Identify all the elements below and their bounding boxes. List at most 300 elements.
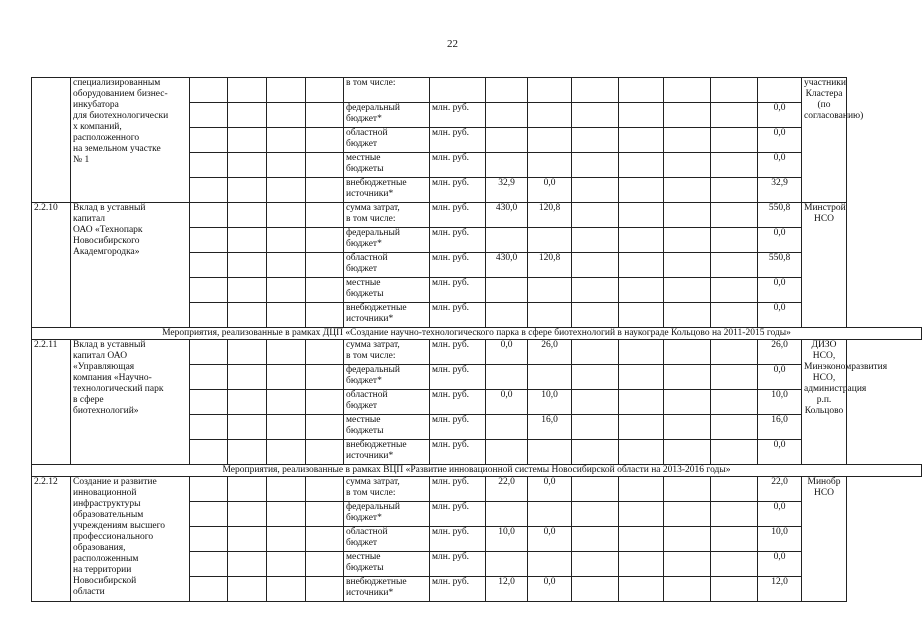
value-year-1 — [486, 153, 528, 178]
executor-text: Минстрой НСО — [804, 203, 846, 224]
empty-cell — [711, 577, 758, 602]
empty-cell — [306, 103, 344, 128]
value-year-1-text: 430,0 — [495, 253, 518, 263]
funding-source-text: федеральный бюджет* — [346, 365, 400, 386]
funding-source — [344, 153, 430, 178]
value-year-2 — [528, 153, 572, 178]
empty-cell — [572, 527, 619, 552]
value-total-text: 0,0 — [773, 228, 786, 238]
unit-cell — [430, 477, 486, 502]
empty-cell — [190, 477, 228, 502]
empty-cell — [228, 278, 267, 303]
value-year-1 — [486, 228, 528, 253]
empty-cell — [306, 178, 344, 203]
unit-cell — [430, 103, 486, 128]
table-row — [32, 78, 922, 103]
empty-cell — [228, 552, 267, 577]
empty-cell — [572, 502, 619, 527]
funding-source-text: федеральный бюджет* — [346, 103, 400, 124]
funding-source-text: местные бюджеты — [346, 552, 384, 573]
value-year-1 — [486, 103, 528, 128]
funding-source — [344, 103, 430, 128]
funding-source — [344, 440, 430, 465]
empty-cell — [664, 340, 711, 365]
empty-cell — [267, 577, 306, 602]
value-year-1 — [486, 303, 528, 328]
value-year-2 — [528, 278, 572, 303]
empty-cell — [572, 103, 619, 128]
funding-source — [344, 278, 430, 303]
funding-source — [344, 527, 430, 552]
value-total — [758, 477, 802, 502]
empty-cell — [190, 153, 228, 178]
empty-cell — [711, 340, 758, 365]
empty-cell — [711, 390, 758, 415]
value-total-text: 10,0 — [771, 527, 788, 537]
value-year-2-text: 0,0 — [543, 477, 556, 487]
empty-cell — [572, 278, 619, 303]
empty-cell — [228, 390, 267, 415]
empty-cell — [664, 178, 711, 203]
empty-cell — [306, 340, 344, 365]
empty-cell — [711, 303, 758, 328]
empty-cell — [619, 253, 664, 278]
value-total — [758, 253, 802, 278]
value-year-2 — [528, 502, 572, 527]
empty-cell — [306, 153, 344, 178]
page-number: 22 — [447, 38, 458, 50]
empty-cell — [190, 253, 228, 278]
empty-cell — [572, 228, 619, 253]
value-total-text: 32,9 — [771, 178, 788, 188]
item-title-text: специализированным оборудованием бизнес- инкубатора для биотехнологически х компаний, расположенного на земельном участке № 1 — [73, 78, 169, 165]
unit-cell — [430, 552, 486, 577]
value-year-1 — [486, 502, 528, 527]
empty-cell — [306, 577, 344, 602]
empty-cell — [619, 527, 664, 552]
value-year-1 — [486, 390, 528, 415]
value-total — [758, 552, 802, 577]
value-year-1-text: 22,0 — [498, 477, 515, 487]
empty-cell — [228, 365, 267, 390]
value-total — [758, 577, 802, 602]
value-year-1 — [486, 477, 528, 502]
empty-cell — [664, 203, 711, 228]
value-total-text: 26,0 — [771, 340, 788, 350]
empty-cell — [306, 128, 344, 153]
empty-cell — [267, 278, 306, 303]
empty-cell — [664, 527, 711, 552]
item-code — [32, 203, 71, 328]
funding-source-text: сумма затрат, в том числе: — [346, 340, 400, 361]
executor — [802, 477, 847, 602]
empty-cell — [228, 103, 267, 128]
empty-cell — [619, 178, 664, 203]
empty-cell — [228, 340, 267, 365]
empty-cell — [619, 440, 664, 465]
empty-cell — [228, 415, 267, 440]
funding-source — [344, 178, 430, 203]
unit-cell-text: млн. руб. — [432, 203, 470, 213]
table-row — [32, 477, 922, 502]
empty-cell — [228, 178, 267, 203]
value-total — [758, 440, 802, 465]
value-total-text: 22,0 — [771, 477, 788, 487]
unit-cell-text: млн. руб. — [432, 340, 470, 350]
funding-source — [344, 365, 430, 390]
unit-cell-text: млн. руб. — [432, 253, 470, 263]
empty-cell — [664, 365, 711, 390]
funding-source-text: областной бюджет — [346, 253, 388, 274]
empty-cell — [711, 103, 758, 128]
empty-cell — [228, 128, 267, 153]
empty-cell — [619, 303, 664, 328]
funding-source-text: областной бюджет — [346, 527, 388, 548]
item-title — [71, 340, 190, 465]
unit-cell — [430, 253, 486, 278]
empty-cell — [267, 477, 306, 502]
section-heading — [32, 328, 922, 340]
value-total-text: 550,8 — [768, 203, 791, 213]
unit-cell — [430, 365, 486, 390]
empty-cell — [306, 203, 344, 228]
empty-cell — [619, 477, 664, 502]
item-title-text: Вклад в уставный капитал ОАО «Управляющая компания «Научно- технологический парк в сфере биотехнологий» — [73, 340, 164, 416]
empty-cell — [711, 477, 758, 502]
value-year-1-text: 12,0 — [498, 577, 515, 587]
value-year-1 — [486, 203, 528, 228]
value-total — [758, 527, 802, 552]
funding-source — [344, 78, 430, 103]
empty-cell — [619, 278, 664, 303]
value-total-text: 12,0 — [771, 577, 788, 587]
unit-cell-text: млн. руб. — [432, 303, 470, 313]
empty-cell — [228, 253, 267, 278]
value-total — [758, 128, 802, 153]
value-year-1-text: 430,0 — [495, 203, 518, 213]
value-year-1-text: 0,0 — [500, 390, 513, 400]
value-total — [758, 278, 802, 303]
value-year-2-text: 120,8 — [538, 253, 561, 263]
funding-source-text: сумма затрат, в том числе: — [346, 203, 400, 224]
empty-cell — [711, 278, 758, 303]
empty-cell — [190, 552, 228, 577]
empty-cell — [267, 178, 306, 203]
value-year-2 — [528, 303, 572, 328]
item-code — [32, 477, 71, 602]
unit-cell-text: млн. руб. — [432, 440, 470, 450]
empty-cell — [306, 477, 344, 502]
unit-cell-text: млн. руб. — [432, 128, 470, 138]
value-year-2-text: 16,0 — [541, 415, 558, 425]
empty-cell — [619, 78, 664, 103]
value-year-2 — [528, 577, 572, 602]
empty-cell — [228, 477, 267, 502]
funding-source — [344, 390, 430, 415]
item-title-text: Вклад в уставный капитал ОАО «Технопарк Новосибирского Академгородка» — [73, 203, 146, 257]
empty-cell — [572, 253, 619, 278]
empty-cell — [228, 303, 267, 328]
empty-cell — [190, 128, 228, 153]
empty-cell — [306, 365, 344, 390]
value-year-1 — [486, 365, 528, 390]
empty-cell — [619, 153, 664, 178]
empty-cell — [190, 365, 228, 390]
funding-source-text: внебюджетные источники* — [346, 303, 407, 324]
empty-cell — [267, 390, 306, 415]
empty-cell — [306, 228, 344, 253]
value-year-1 — [486, 78, 528, 103]
empty-cell — [306, 502, 344, 527]
value-year-1 — [486, 527, 528, 552]
empty-cell — [711, 253, 758, 278]
value-total-text: 0,0 — [773, 552, 786, 562]
empty-cell — [190, 502, 228, 527]
empty-cell — [190, 203, 228, 228]
value-total-text: 0,0 — [773, 440, 786, 450]
funding-source-text: внебюджетные источники* — [346, 577, 407, 598]
empty-cell — [572, 340, 619, 365]
value-year-1 — [486, 178, 528, 203]
empty-cell — [711, 228, 758, 253]
empty-cell — [228, 527, 267, 552]
empty-cell — [664, 253, 711, 278]
empty-cell — [267, 228, 306, 253]
table-row — [32, 203, 922, 228]
value-year-1 — [486, 340, 528, 365]
funding-source-text: сумма затрат, в том числе: — [346, 477, 400, 498]
value-total-text: 0,0 — [773, 278, 786, 288]
empty-cell — [711, 128, 758, 153]
funding-source-text: областной бюджет — [346, 390, 388, 411]
empty-cell — [711, 365, 758, 390]
empty-cell — [664, 552, 711, 577]
unit-cell-text: млн. руб. — [432, 477, 470, 487]
empty-cell — [306, 527, 344, 552]
value-year-2-text: 0,0 — [543, 527, 556, 537]
section-heading — [32, 465, 922, 477]
value-total-text: 0,0 — [773, 303, 786, 313]
empty-cell — [267, 527, 306, 552]
empty-cell — [619, 128, 664, 153]
unit-cell-text: млн. руб. — [432, 390, 470, 400]
item-code-text: 2.2.12 — [34, 477, 58, 487]
item-title — [71, 477, 190, 602]
empty-cell — [572, 415, 619, 440]
empty-cell — [572, 552, 619, 577]
empty-cell — [267, 78, 306, 103]
funding-source — [344, 477, 430, 502]
unit-cell — [430, 502, 486, 527]
value-year-2 — [528, 253, 572, 278]
empty-cell — [190, 178, 228, 203]
funding-source — [344, 415, 430, 440]
funding-source-text: внебюджетные источники* — [346, 178, 407, 199]
empty-cell — [664, 390, 711, 415]
unit-cell-text: млн. руб. — [432, 577, 470, 587]
funding-source — [344, 203, 430, 228]
funding-source — [344, 253, 430, 278]
empty-cell — [664, 128, 711, 153]
value-year-1 — [486, 440, 528, 465]
executor — [802, 203, 847, 328]
empty-cell — [228, 228, 267, 253]
empty-cell — [619, 365, 664, 390]
empty-cell — [267, 153, 306, 178]
executor-text: участники Кластера (по согласованию) — [804, 78, 864, 121]
empty-cell — [711, 527, 758, 552]
value-total — [758, 178, 802, 203]
empty-cell — [711, 415, 758, 440]
empty-cell — [572, 153, 619, 178]
unit-cell — [430, 128, 486, 153]
value-year-2-text: 120,8 — [538, 203, 561, 213]
funding-source-text: федеральный бюджет* — [346, 228, 400, 249]
value-total — [758, 390, 802, 415]
empty-cell — [228, 203, 267, 228]
empty-cell — [228, 502, 267, 527]
unit-cell-text: млн. руб. — [432, 415, 470, 425]
value-year-2-text: 10,0 — [541, 390, 558, 400]
empty-cell — [306, 253, 344, 278]
section-row — [32, 465, 922, 477]
value-year-2 — [528, 477, 572, 502]
unit-cell — [430, 303, 486, 328]
value-total-text: 550,8 — [768, 253, 791, 263]
value-year-2 — [528, 103, 572, 128]
empty-cell — [267, 415, 306, 440]
empty-cell — [306, 303, 344, 328]
item-title — [71, 78, 190, 203]
value-year-2 — [528, 527, 572, 552]
empty-cell — [267, 203, 306, 228]
empty-cell — [190, 340, 228, 365]
unit-cell — [430, 527, 486, 552]
unit-cell — [430, 203, 486, 228]
empty-cell — [711, 552, 758, 577]
funding-source-text: в том числе: — [346, 78, 396, 88]
value-year-2 — [528, 552, 572, 577]
value-year-1-text: 32,9 — [498, 178, 515, 188]
empty-cell — [267, 552, 306, 577]
value-year-2 — [528, 365, 572, 390]
empty-cell — [664, 477, 711, 502]
unit-cell — [430, 228, 486, 253]
value-year-1-text: 0,0 — [500, 340, 513, 350]
empty-cell — [306, 390, 344, 415]
empty-cell — [711, 203, 758, 228]
value-total-text: 10,0 — [771, 390, 788, 400]
empty-cell — [306, 78, 344, 103]
empty-cell — [190, 303, 228, 328]
executor-text: Минобр НСО — [807, 477, 841, 498]
value-year-2 — [528, 440, 572, 465]
empty-cell — [711, 78, 758, 103]
empty-cell — [619, 340, 664, 365]
value-total — [758, 415, 802, 440]
unit-cell-text: млн. руб. — [432, 153, 470, 163]
funding-source-text: внебюджетные источники* — [346, 440, 407, 461]
empty-cell — [228, 440, 267, 465]
unit-cell — [430, 415, 486, 440]
empty-cell — [619, 103, 664, 128]
unit-cell-text: млн. руб. — [432, 552, 470, 562]
unit-cell — [430, 440, 486, 465]
empty-cell — [619, 415, 664, 440]
funding-source-text: местные бюджеты — [346, 153, 384, 174]
empty-cell — [711, 502, 758, 527]
unit-cell-text: млн. руб. — [432, 502, 470, 512]
value-year-2 — [528, 390, 572, 415]
empty-cell — [572, 365, 619, 390]
empty-cell — [572, 440, 619, 465]
empty-cell — [619, 552, 664, 577]
item-code-text: 2.2.11 — [34, 340, 58, 350]
value-year-2 — [528, 128, 572, 153]
empty-cell — [306, 552, 344, 577]
value-total — [758, 203, 802, 228]
funding-source-text: областной бюджет — [346, 128, 388, 149]
funding-source — [344, 340, 430, 365]
empty-cell — [572, 128, 619, 153]
empty-cell — [572, 303, 619, 328]
funding-source — [344, 577, 430, 602]
empty-cell — [228, 78, 267, 103]
funding-source-text: федеральный бюджет* — [346, 502, 400, 523]
unit-cell — [430, 278, 486, 303]
value-year-1 — [486, 577, 528, 602]
funding-source — [344, 303, 430, 328]
empty-cell — [267, 340, 306, 365]
empty-cell — [619, 577, 664, 602]
empty-cell — [306, 278, 344, 303]
value-total-text: 16,0 — [771, 415, 788, 425]
empty-cell — [664, 228, 711, 253]
value-total — [758, 340, 802, 365]
value-total — [758, 103, 802, 128]
empty-cell — [267, 253, 306, 278]
empty-cell — [190, 440, 228, 465]
empty-cell — [619, 203, 664, 228]
empty-cell — [306, 415, 344, 440]
item-code — [32, 340, 71, 465]
empty-cell — [664, 577, 711, 602]
value-total-text: 0,0 — [773, 103, 786, 113]
empty-cell — [572, 390, 619, 415]
empty-cell — [664, 278, 711, 303]
executor — [802, 78, 864, 203]
empty-cell — [664, 415, 711, 440]
unit-cell-text: млн. руб. — [432, 527, 470, 537]
value-year-1 — [486, 552, 528, 577]
empty-cell — [711, 153, 758, 178]
executor-text: ДИЗО НСО, Минэкономразвития НСО, администрация р.п. Кольцово — [804, 340, 888, 416]
value-year-1 — [486, 278, 528, 303]
empty-cell — [190, 527, 228, 552]
value-year-2-text: 0,0 — [543, 577, 556, 587]
item-title — [71, 203, 190, 328]
item-code — [32, 78, 71, 203]
empty-cell — [267, 303, 306, 328]
empty-cell — [190, 78, 228, 103]
empty-cell — [664, 153, 711, 178]
empty-cell — [619, 228, 664, 253]
section-row — [32, 328, 922, 340]
unit-cell — [430, 178, 486, 203]
empty-cell — [572, 203, 619, 228]
empty-cell — [572, 178, 619, 203]
value-year-2 — [528, 203, 572, 228]
